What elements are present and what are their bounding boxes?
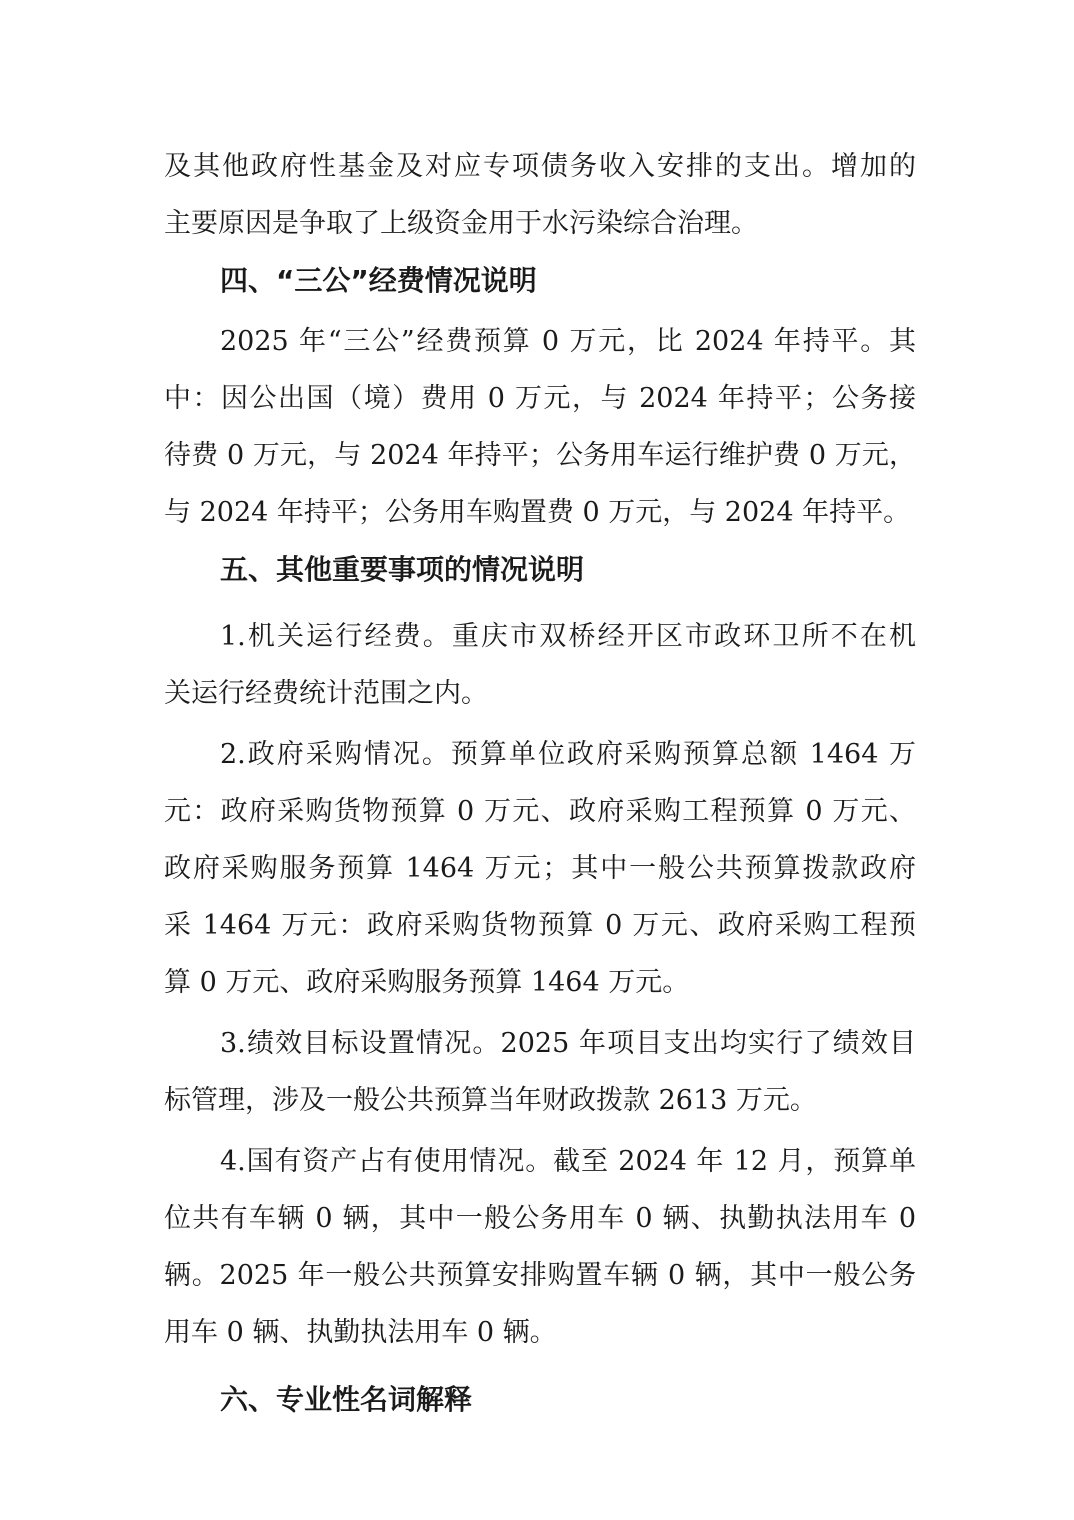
text-line: 位共有车辆 0 辆，其中一般公务用车 0 辆、执勤执法用车 0 [164, 1203, 916, 1234]
continued-paragraph [164, 138, 916, 252]
text-line: 关运行经费统计范围之内。 [164, 678, 488, 709]
text-line: 元：政府采购货物预算 0 万元、政府采购工程预算 0 万元、 [164, 796, 916, 827]
text-line: 待费 0 万元，与 2024 年持平；公务用车运行维护费 0 万元， [164, 440, 916, 471]
operating-funds-paragraph [164, 608, 916, 722]
text-line: 辆。2025 年一般公共预算安排购置车辆 0 辆，其中一般公务 [164, 1260, 916, 1291]
text-line: 采 1464 万元：政府采购货物预算 0 万元、政府采购工程预 [164, 910, 916, 941]
state-assets-paragraph [164, 1133, 916, 1361]
text-line: 用车 0 辆、执勤执法用车 0 辆。 [164, 1317, 557, 1348]
text-line: 2.政府采购情况。预算单位政府采购预算总额 1464 万 [220, 739, 916, 770]
text-line: 4.国有资产占有使用情况。截至 2024 年 12 月，预算单 [220, 1146, 916, 1177]
section-heading-4: 四、“三公”经费情况说明 [220, 264, 537, 297]
text-line: 与 2024 年持平；公务用车购置费 0 万元，与 2024 年持平。 [164, 497, 911, 528]
section-heading-5: 五、其他重要事项的情况说明 [220, 553, 585, 586]
text-line: 标管理，涉及一般公共预算当年财政拨款 2613 万元。 [164, 1085, 817, 1116]
performance-targets-paragraph [164, 1015, 916, 1129]
text-line: 3.绩效目标设置情况。2025 年项目支出均实行了绩效目 [220, 1028, 916, 1059]
three-public-expenses-paragraph [164, 313, 916, 541]
document-page [164, 138, 916, 1428]
section-heading-6: 六、专业性名词解释 [220, 1383, 473, 1416]
government-procurement-paragraph [164, 726, 916, 1011]
text-line: 及其他政府性基金及对应专项债务收入安排的支出。增加的 [164, 151, 916, 182]
text-line: 中：因公出国（境）费用 0 万元，与 2024 年持平；公务接 [164, 383, 916, 414]
text-line: 1.机关运行经费。重庆市双桥经开区市政环卫所不在机 [220, 621, 916, 652]
text-line: 2025 年“三公”经费预算 0 万元，比 2024 年持平。其 [220, 326, 916, 357]
text-line: 主要原因是争取了上级资金用于水污染综合治理。 [164, 208, 758, 239]
text-line: 政府采购服务预算 1464 万元；其中一般公共预算拨款政府 [164, 853, 916, 884]
text-line: 算 0 万元、政府采购服务预算 1464 万元。 [164, 967, 690, 998]
